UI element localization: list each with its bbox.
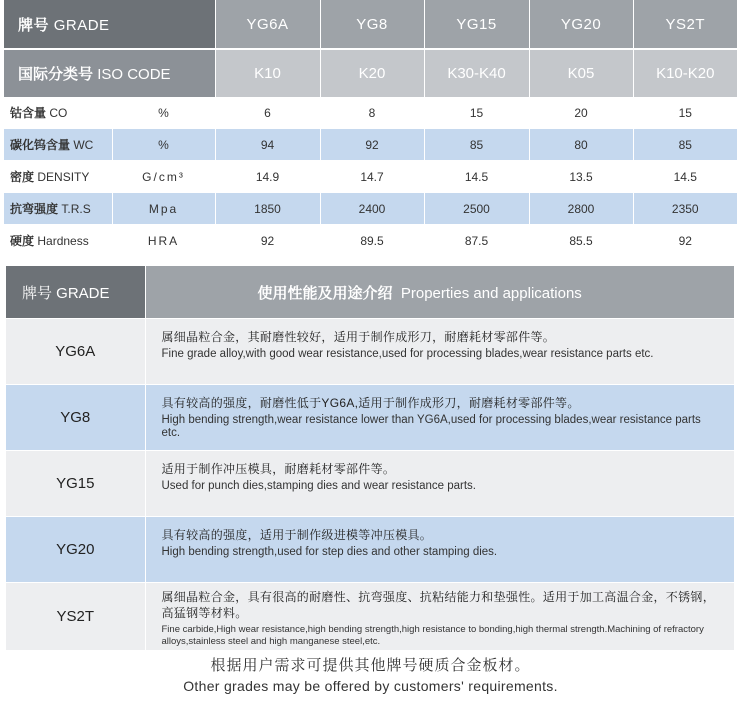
value-cell: 92 (320, 129, 424, 161)
grade-header-cell: YG6A (215, 0, 320, 49)
grade-header-cell: YS2T (633, 0, 737, 49)
iso-code-cell: K10 (215, 49, 320, 97)
row-label: 密度 DENSITY (4, 161, 112, 193)
description-zh: 具有较高的强度，适用于制作级进模等冲压模具。 (161, 528, 433, 542)
row-label: 碳化钨含量 WC (4, 129, 112, 161)
applications-grade: YS2T (6, 583, 145, 651)
iso-code-label: 国际分类号 ISO CODE (4, 49, 215, 97)
applications-props-header: 使用性能及用途介绍 Properties and applications (145, 266, 734, 319)
iso-code-cell: K10-K20 (633, 49, 737, 97)
applications-grade-header: 牌号 GRADE (6, 266, 145, 319)
unit-cell: Mpa (112, 193, 215, 225)
value-cell: 14.5 (424, 161, 529, 193)
applications-grade: YG8 (6, 385, 145, 451)
grade-header-cell: YG20 (529, 0, 633, 49)
footer-note (0, 656, 741, 696)
value-cell: 92 (215, 225, 320, 257)
applications-row (6, 385, 734, 451)
value-cell: 85 (633, 129, 737, 161)
spec-row-density (4, 161, 737, 193)
value-cell: 14.9 (215, 161, 320, 193)
value-cell: 89.5 (320, 225, 424, 257)
value-cell: 15 (633, 97, 737, 129)
applications-description (145, 517, 734, 583)
applications-grade: YG6A (6, 319, 145, 385)
description-en: High bending strength,used for step dies and other stamping dies. (161, 546, 498, 558)
unit-cell: % (112, 97, 215, 129)
value-cell: 2800 (529, 193, 633, 225)
applications-grade: YG20 (6, 517, 145, 583)
value-cell: 8 (320, 97, 424, 129)
value-cell: 85.5 (529, 225, 633, 257)
unit-cell: HRA (112, 225, 215, 257)
applications-row (6, 583, 734, 651)
value-cell: 2400 (320, 193, 424, 225)
applications-grade: YG15 (6, 451, 145, 517)
value-cell: 80 (529, 129, 633, 161)
grade-header-label: 牌号 GRADE (4, 0, 215, 49)
applications-table (6, 266, 734, 651)
applications-description (145, 583, 734, 651)
spec-row-hardness (4, 225, 737, 257)
grade-header-cell: YG8 (320, 0, 424, 49)
footer-note-en: Other grades may be offered by customers' requirements. (183, 678, 558, 694)
spec-row-trs (4, 193, 737, 225)
description-en: Fine grade alloy,with good wear resistance,used for processing blades,wear resistance parts etc. (161, 348, 654, 360)
value-cell: 1850 (215, 193, 320, 225)
applications-row (6, 517, 734, 583)
spec-header-row (4, 0, 737, 49)
description-en: Used for punch dies,stamping dies and wear resistance parts. (161, 480, 476, 492)
value-cell: 87.5 (424, 225, 529, 257)
applications-row (6, 451, 734, 517)
spec-row-wc (4, 129, 737, 161)
description-zh: 适用于制作冲压模具，耐磨耗材零部件等。 (161, 462, 396, 476)
row-label: 硬度 Hardness (4, 225, 112, 257)
row-label: 钴含量 CO (4, 97, 112, 129)
unit-cell: % (112, 129, 215, 161)
description-zh: 具有较高的强度，耐磨性低于YG6A,适用于制作成形刀，耐磨耗材零部件等。 (161, 396, 580, 410)
applications-row (6, 319, 734, 385)
description-en: Fine carbide,High wear resistance,high bending strength,high resistance to bonding,high thermal strength.Machining of refractory alloys,stainless steel and high manganese steel,etc. (161, 624, 704, 647)
value-cell: 94 (215, 129, 320, 161)
value-cell: 14.7 (320, 161, 424, 193)
row-label: 抗弯强度 T.R.S (4, 193, 112, 225)
value-cell: 2500 (424, 193, 529, 225)
value-cell: 13.5 (529, 161, 633, 193)
value-cell: 92 (633, 225, 737, 257)
iso-code-cell: K20 (320, 49, 424, 97)
applications-description (145, 451, 734, 517)
spec-row-co (4, 97, 737, 129)
iso-code-cell: K05 (529, 49, 633, 97)
value-cell: 6 (215, 97, 320, 129)
unit-cell: G/cm³ (112, 161, 215, 193)
description-en: High bending strength,wear resistance lower than YG6A,used for processing blades,wear resistance parts etc. (161, 414, 701, 439)
description-zh: 属细晶粒合金，其耐磨性较好，适用于制作成形刀，耐磨耗材零部件等。 (161, 330, 556, 344)
grade-header-cell: YG15 (424, 0, 529, 49)
iso-code-cell: K30-K40 (424, 49, 529, 97)
value-cell: 20 (529, 97, 633, 129)
value-cell: 14.5 (633, 161, 737, 193)
applications-description (145, 385, 734, 451)
description-zh: 属细晶粒合金，具有很高的耐磨性、抗弯强度、抗粘结能力和垫强性。适用于加工高温合金，不锈钢，高猛钢等材料。 (161, 590, 716, 620)
value-cell: 85 (424, 129, 529, 161)
applications-description (145, 319, 734, 385)
footer-note-zh: 根据用户需求可提供其他牌号硬质合金板材。 (210, 657, 531, 674)
iso-code-row (4, 49, 737, 97)
applications-header-row (6, 266, 734, 319)
value-cell: 2350 (633, 193, 737, 225)
value-cell: 15 (424, 97, 529, 129)
spec-table (4, 0, 737, 257)
